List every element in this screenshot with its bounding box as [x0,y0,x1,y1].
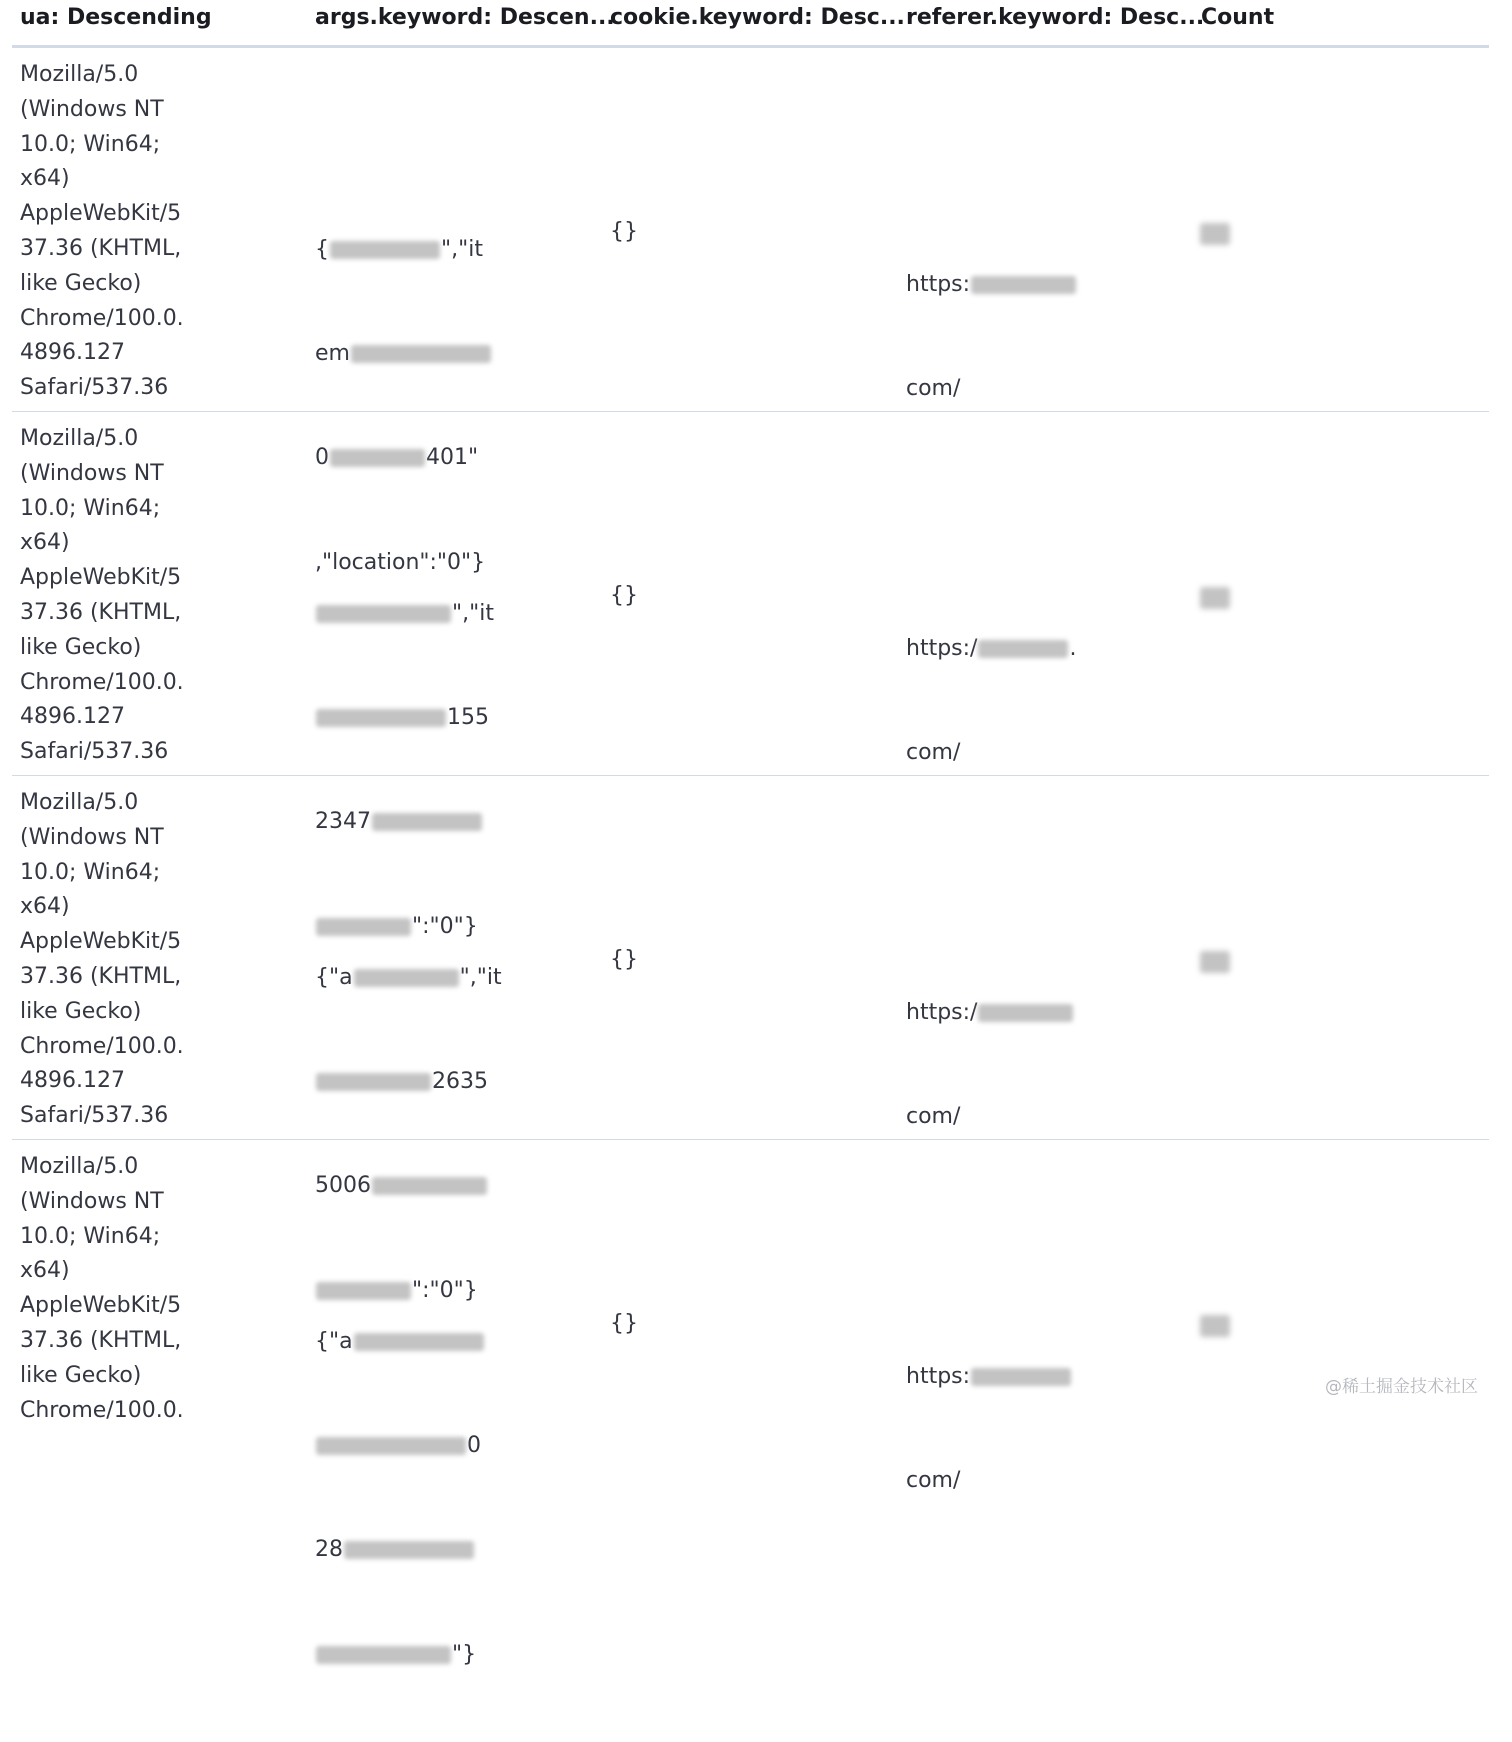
args-line [315,337,495,372]
column-header-ua[interactable]: ua: Descending [20,5,212,30]
redaction [316,605,451,623]
args-text: ","it [459,964,502,990]
redaction [354,969,459,987]
redaction [1200,587,1230,609]
referer-text: https:/ [906,635,978,661]
redaction [316,1073,431,1091]
redaction [971,276,1076,294]
args-line [315,1533,495,1568]
referer-text: com/ [906,739,961,765]
redaction [344,1541,474,1559]
args-text: {"a [315,964,353,990]
args-text: 401" [426,445,479,471]
args-line [315,597,495,632]
referer-text: com/ [906,1467,961,1493]
args-line [315,961,502,996]
args-text: ","it [452,600,494,626]
args-text: 0 [467,1432,481,1458]
watermark: @稀土掘金技术社区 [1325,1377,1478,1397]
referer-line [906,372,1077,407]
redaction [316,1437,466,1455]
ua-cell: Mozilla/5.0 (Windows NT 10.0; Win64; x64) AppleWebKit/5 37.36 (KHTML, like Gecko) Chrome/100.0. [20,1154,184,1423]
referer-cell[interactable] [906,1290,1072,1568]
ua-cell: Mozilla/5.0 (Windows NT 10.0; Win64; x64) AppleWebKit/5 37.36 (KHTML, like Gecko) Chrome/100.0. 4896.127 Safari/537.36 [20,790,184,1129]
data-table [12,0,1489,1667]
referer-text: https:/ [906,999,978,1025]
args-text: em [315,340,350,366]
referer-line [906,996,1074,1031]
redaction [351,345,491,363]
referer-line [906,1360,1072,1395]
count-cell [1200,1315,1230,1337]
column-header-args[interactable]: args.keyword: Descen... [315,5,615,30]
referer-line [906,1100,1074,1135]
args-text: 155 [447,704,489,730]
table-row [12,776,1489,1303]
referer-text: https: [906,1363,971,1389]
count-cell [1200,587,1230,609]
referer-line [906,1464,1072,1499]
count-cell [1200,951,1230,973]
redaction [316,709,446,727]
table-row [12,412,1489,939]
args-text: 2347 [315,809,371,835]
cookie-cell: {} [610,219,638,244]
cookie-cell: {} [610,1311,638,1336]
table-row [12,1140,1489,1667]
count-cell [1200,223,1230,245]
args-text: {"a [315,1328,353,1354]
args-line [315,1065,495,1100]
args-text: 5006 [315,1173,371,1199]
column-header-referer[interactable]: referer.keyword: Desc... [906,5,1205,30]
ua-cell: Mozilla/5.0 (Windows NT 10.0; Win64; x64) AppleWebKit/5 37.36 (KHTML, like Gecko) Chrome/100.0. 4896.127 Safari/537.36 [20,426,184,765]
referer-text: com/ [906,1103,961,1129]
referer-line [906,268,1077,303]
args-text: 28 [315,1537,343,1563]
args-text: ":"0"} [412,913,478,939]
args-line [315,1325,495,1360]
table-header [12,0,1489,48]
args-text: ":"0"} [412,1277,478,1303]
redaction [978,640,1068,658]
args-line [315,1638,495,1673]
redaction [1200,223,1230,245]
args-cell [315,1255,495,1742]
args-text: ,"location":"0"} [315,549,486,575]
cookie-cell: {} [610,947,638,972]
args-text: 2635 [432,1068,488,1094]
redaction [1200,951,1230,973]
args-line [315,701,495,736]
args-text: { [315,236,329,262]
args-text: "} [452,1641,477,1667]
referer-text: . [1069,635,1077,661]
redaction [971,1368,1071,1386]
referer-line [906,736,1076,771]
cookie-cell: {} [610,583,638,608]
redaction [1200,1315,1230,1337]
column-header-count[interactable]: Count [1201,5,1275,30]
referer-text: https: [906,271,971,297]
referer-text: com/ [906,375,961,401]
redaction [978,1004,1073,1022]
args-text: 0 [315,445,329,471]
ua-cell: Mozilla/5.0 (Windows NT 10.0; Win64; x64) AppleWebKit/5 37.36 (KHTML, like Gecko) Chrome/100.0. 4896.127 Safari/537.36 [20,62,184,401]
args-line [315,1429,495,1464]
column-header-cookie[interactable]: cookie.keyword: Desc... [610,5,905,30]
args-line [315,233,495,268]
redaction [354,1333,484,1351]
referer-line [906,632,1076,667]
redaction [316,1646,451,1664]
table-row [12,48,1489,575]
redaction [330,241,440,259]
args-text: ","it [441,236,483,262]
